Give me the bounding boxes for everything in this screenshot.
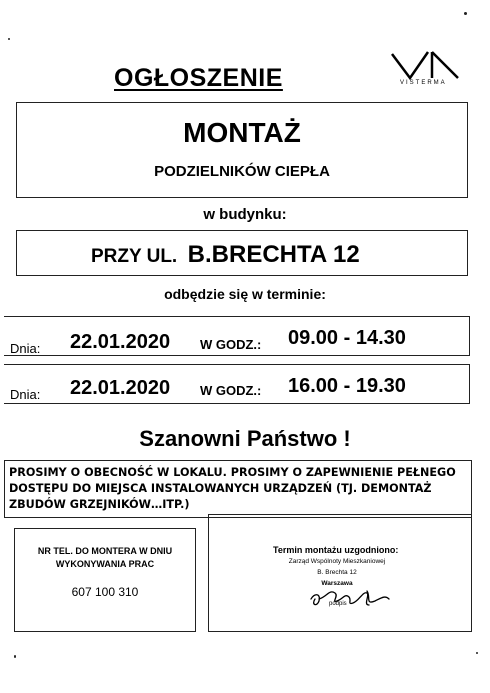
contact-label-line: NR TEL. DO MONTERA W DNIU [37, 546, 173, 556]
day-label: Dnia: [10, 341, 41, 356]
logo-text: VISTERMA [400, 80, 447, 86]
notice-box [4, 460, 472, 518]
scan-speck [14, 655, 16, 658]
building-label: w budynku: [203, 206, 287, 223]
address-prefix: PRZY UL. [91, 246, 178, 267]
scan-speck [476, 652, 478, 654]
contact-label [15, 545, 195, 571]
schedule-row [4, 316, 470, 356]
stamp-line: Warszawa [321, 580, 353, 587]
schedule-row [4, 364, 470, 404]
montaz-heading: MONTAŻ [183, 117, 301, 148]
notice-line: DOSTĘPU DO MIEJSCA INSTALOWANYCH URZĄDZEŃ (TJ. DEMONTAŻ [9, 482, 432, 495]
term-label: odbędzie się w terminie: [164, 286, 326, 302]
stamp-line: Zarząd Wspólnoty Mieszkaniowej [288, 558, 386, 565]
schedule-date: 22.01.2020 [70, 377, 171, 399]
main-box [16, 102, 468, 198]
day-label: Dnia: [10, 387, 41, 402]
address-box [16, 230, 468, 276]
schedule-hours: 16.00 - 19.30 [288, 375, 406, 397]
agreement-box [208, 514, 472, 632]
scan-speck [8, 38, 10, 40]
contact-label-line: WYKONYWANIA PRAC [55, 559, 155, 569]
visterma-logo [386, 46, 466, 90]
schedule-hours: 09.00 - 14.30 [288, 327, 406, 349]
page-title: OGŁOSZENIE [114, 64, 283, 92]
hours-label: W GODZ.: [200, 337, 262, 352]
greeting-heading: Szanowni Państwo ! [139, 426, 351, 451]
stamp-line: B. Brechta 12 [317, 569, 357, 576]
notice-line: PROSIMY O OBECNOŚĆ W LOKALU. PROSIMY O ZAPEWNIENIE PEŁNEGO [9, 466, 456, 479]
address-street: B.BRECHTA 12 [187, 241, 360, 268]
hours-label: W GODZ.: [200, 383, 262, 398]
notice-text [9, 465, 456, 513]
schedule-date: 22.01.2020 [70, 331, 171, 353]
signature-scribble [305, 581, 405, 613]
montaz-subheading: PODZIELNIKÓW CIEPŁA [154, 163, 330, 180]
agreement-title: Termin montażu uzgodniono: [273, 545, 399, 555]
contact-phone: 607 100 310 [71, 585, 139, 599]
notice-line: ZBUDÓW GRZEJNIKÓW…ITP.) [9, 498, 190, 511]
contact-box [14, 528, 196, 632]
address-line [91, 241, 360, 269]
signature-label: podpis [329, 601, 347, 607]
scan-speck [464, 12, 467, 15]
